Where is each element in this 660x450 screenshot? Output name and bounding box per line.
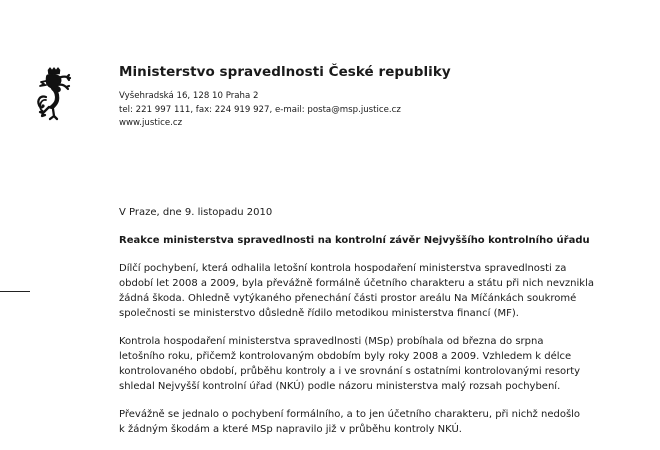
paragraph <box>119 407 581 437</box>
paragraph <box>119 261 594 321</box>
paragraph-line: k žádným škodám a které MSp napravilo již v průběhu kontroly NKÚ. <box>119 424 462 435</box>
contact-block <box>119 90 401 131</box>
letter-subject: Reakce ministerstva spravedlnosti na kontrolní závěr Nejvyššího kontrolního úřadu <box>119 235 590 246</box>
letter-body <box>119 205 594 450</box>
czech-lion-icon <box>34 67 76 123</box>
date-line: V Praze, dne 9. listopadu 2010 <box>119 207 273 218</box>
paragraph <box>119 334 581 394</box>
paragraph-line: Kontrola hospodaření ministerstva spravedlnosti (MSp) probíhala od března do srpna <box>119 336 544 347</box>
paragraph-line: Dílčí pochybení, která odhalila letošní kontrola hospodaření ministerstva spravedlnosti za <box>119 263 567 274</box>
fold-mark <box>0 291 30 292</box>
paragraph-line: žádná škoda. Ohledně vytýkaného přenechání části prostor areálu Na Míčánkách soukromé <box>119 293 577 304</box>
paragraph-line: kontrolovaného období, průběhu kontroly a i ve srovnání s ostatními kontrolovanými resorty <box>119 366 581 377</box>
paragraph-line: období let 2008 a 2009, byla převážně formálně účetního charakteru a státu při nich nevznikla <box>119 278 594 289</box>
paragraph-line: společnosti se ministerstvo důsledně řídilo metodikou ministerstva financí (MF). <box>119 308 519 319</box>
address-line: Vyšehradská 16, 128 10 Praha 2 <box>119 91 259 101</box>
website-link[interactable]: www.justice.cz <box>119 118 183 128</box>
phone-line: tel: 221 997 111, fax: 224 919 927, e-mail: posta@msp.justice.cz <box>119 104 401 115</box>
organization-name: Ministerstvo spravedlnosti České republiky <box>119 64 451 80</box>
paragraph-line: letošního roku, přičemž kontrolovaným obdobím byly roky 2008 a 2009. Vzhledem k délce <box>119 351 572 362</box>
paragraph-line: Převážně se jednalo o pochybení formálního, a to jen účetního charakteru, při nichž nedošlo <box>119 409 581 420</box>
paragraph-line: shledal Nejvyšší kontrolní úřad (NKÚ) podle názoru ministerstva malý rozsah pochybení. <box>119 381 561 392</box>
